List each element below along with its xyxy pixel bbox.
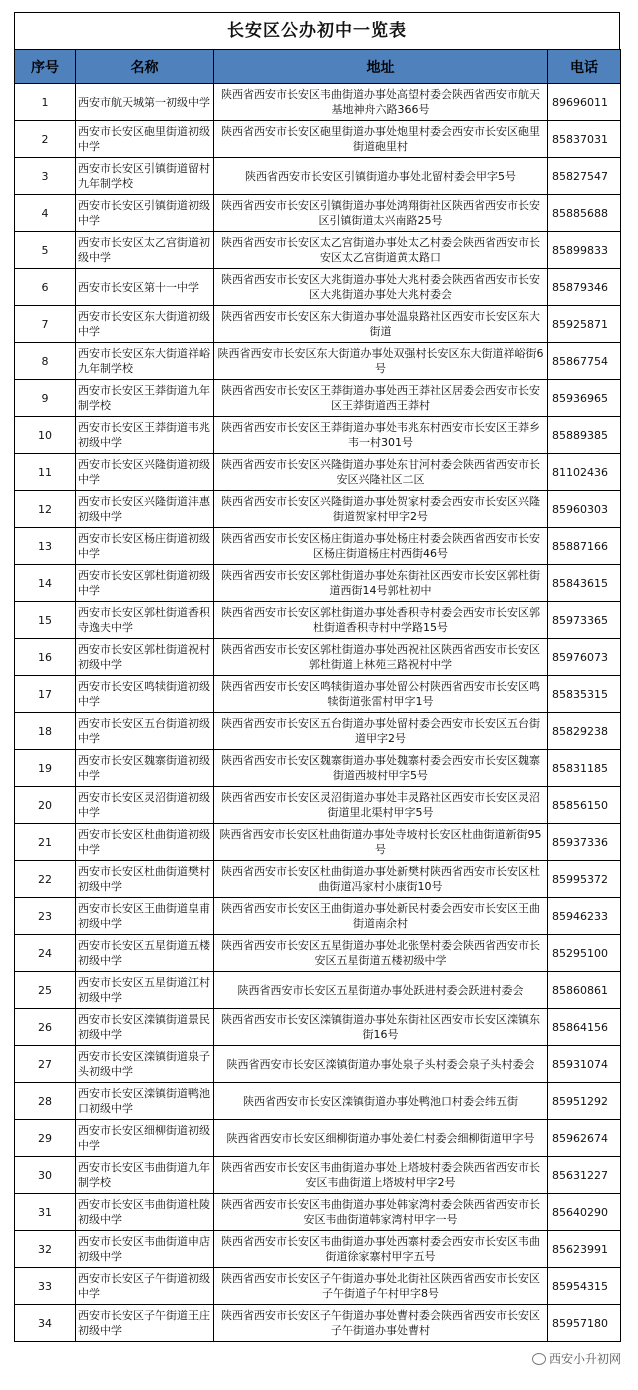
school-phone: 85936965 xyxy=(548,380,621,417)
school-address: 陕西省西安市长安区滦镇街道办事处鸭池口村委会纬五街 xyxy=(214,1083,548,1120)
table-row xyxy=(15,528,621,565)
school-phone: 89696011 xyxy=(548,84,621,121)
school-name: 西安市长安区灵沼街道初级中学 xyxy=(76,787,214,824)
school-phone: 85879346 xyxy=(548,269,621,306)
school-name: 西安市长安区韦曲街道申店初级中学 xyxy=(76,1231,214,1268)
row-number: 32 xyxy=(15,1231,76,1268)
school-name: 西安市长安区砲里街道初级中学 xyxy=(76,121,214,158)
school-phone: 85623991 xyxy=(548,1231,621,1268)
school-address: 陕西省西安市长安区魏寨街道办事处魏寨村委会西安市长安区魏寨街道西坡村甲字5号 xyxy=(214,750,548,787)
row-number: 22 xyxy=(15,861,76,898)
school-phone: 85837031 xyxy=(548,121,621,158)
row-number: 8 xyxy=(15,343,76,380)
table-row xyxy=(15,824,621,861)
row-number: 9 xyxy=(15,380,76,417)
school-address: 陕西省西安市长安区灵沼街道办事处丰灵路社区西安市长安区灵沼街道里北渠村甲字5号 xyxy=(214,787,548,824)
row-number: 20 xyxy=(15,787,76,824)
school-name: 西安市航天城第一初级中学 xyxy=(76,84,214,121)
school-name: 西安市长安区滦镇街道景民初级中学 xyxy=(76,1009,214,1046)
school-name: 西安市长安区东大街道初级中学 xyxy=(76,306,214,343)
school-phone: 85957180 xyxy=(548,1305,621,1342)
school-name: 西安市长安区王莽街道韦兆初级中学 xyxy=(76,417,214,454)
table-row xyxy=(15,269,621,306)
school-phone: 85973365 xyxy=(548,602,621,639)
school-phone: 85885688 xyxy=(548,195,621,232)
table-row xyxy=(15,121,621,158)
school-name: 西安市长安区杜曲街道初级中学 xyxy=(76,824,214,861)
watermark xyxy=(529,1349,624,1368)
row-number: 15 xyxy=(15,602,76,639)
school-name: 西安市长安区五台街道初级中学 xyxy=(76,713,214,750)
row-number: 5 xyxy=(15,232,76,269)
school-name: 西安市长安区细柳街道初级中学 xyxy=(76,1120,214,1157)
table-row xyxy=(15,158,621,195)
row-number: 33 xyxy=(15,1268,76,1305)
header-name: 名称 xyxy=(76,50,214,84)
school-address: 陕西省西安市长安区韦曲街道办事处上塔坡村委会陕西省西安市长安区韦曲街道上塔坡村甲字2号 xyxy=(214,1157,548,1194)
school-name: 西安市长安区杨庄街道初级中学 xyxy=(76,528,214,565)
school-address: 陕西省西安市长安区五台街道办事处留村委会西安市长安区五台街道甲字2号 xyxy=(214,713,548,750)
table-row xyxy=(15,972,621,1009)
school-phone: 85295100 xyxy=(548,935,621,972)
row-number: 6 xyxy=(15,269,76,306)
school-phone: 85954315 xyxy=(548,1268,621,1305)
school-address: 陕西省西安市长安区五星街道办事处跃进村委会跃进村委会 xyxy=(214,972,548,1009)
school-name: 西安市长安区王曲街道皇甫初级中学 xyxy=(76,898,214,935)
school-phone: 85887166 xyxy=(548,528,621,565)
school-phone: 85860861 xyxy=(548,972,621,1009)
school-address: 陕西省西安市长安区引镇街道办事处鸿翔街社区陕西省西安市长安区引镇街道太兴南路25号 xyxy=(214,195,548,232)
header-phone: 电话 xyxy=(548,50,621,84)
school-address: 陕西省西安市长安区细柳街道办事处姜仁村委会细柳街道甲字号 xyxy=(214,1120,548,1157)
school-address: 陕西省西安市长安区滦镇街道办事处泉子头村委会泉子头村委会 xyxy=(214,1046,548,1083)
school-address: 陕西省西安市长安区韦曲街道办事处韩家湾村委会陕西省西安市长安区韦曲街道韩家湾村甲字一号 xyxy=(214,1194,548,1231)
row-number: 26 xyxy=(15,1009,76,1046)
school-name: 西安市长安区滦镇街道泉子头初级中学 xyxy=(76,1046,214,1083)
school-address: 陕西省西安市长安区子午街道办事处北街社区陕西省西安市长安区子午街道子午村甲字8号 xyxy=(214,1268,548,1305)
school-address: 陕西省西安市长安区兴隆街道办事处东甘河村委会陕西省西安市长安区兴隆社区二区 xyxy=(214,454,548,491)
row-number: 13 xyxy=(15,528,76,565)
table-row xyxy=(15,1268,621,1305)
school-phone: 85889385 xyxy=(548,417,621,454)
school-phone: 85976073 xyxy=(548,639,621,676)
table-row xyxy=(15,935,621,972)
table-row xyxy=(15,84,621,121)
school-name: 西安市长安区五星街道五楼初级中学 xyxy=(76,935,214,972)
school-address: 陕西省西安市长安区太乙宫街道办事处太乙村委会陕西省西安市长安区太乙宫街道黄太路口 xyxy=(214,232,548,269)
table-row xyxy=(15,676,621,713)
table-row xyxy=(15,1083,621,1120)
header-address: 地址 xyxy=(214,50,548,84)
watermark-text: 西安小升初网 xyxy=(548,1352,621,1366)
school-address: 陕西省西安市长安区杨庄街道办事处杨庄村委会陕西省西安市长安区杨庄街道杨庄村西街46号 xyxy=(214,528,548,565)
school-name: 西安市长安区五星街道江村初级中学 xyxy=(76,972,214,1009)
table-row xyxy=(15,565,621,602)
school-address: 陕西省西安市长安区郭杜街道办事处香积寺村委会西安市长安区郭杜街道香积寺村中学路15号 xyxy=(214,602,548,639)
row-number: 12 xyxy=(15,491,76,528)
school-name: 西安市长安区韦曲街道杜陵初级中学 xyxy=(76,1194,214,1231)
row-number: 17 xyxy=(15,676,76,713)
school-address: 陕西省西安市长安区兴隆街道办事处贺家村委会西安市长安区兴隆街道贺家村甲字2号 xyxy=(214,491,548,528)
school-name: 西安市长安区子午街道初级中学 xyxy=(76,1268,214,1305)
table-row xyxy=(15,639,621,676)
table-row xyxy=(15,750,621,787)
table-row xyxy=(15,1120,621,1157)
row-number: 18 xyxy=(15,713,76,750)
school-phone: 85827547 xyxy=(548,158,621,195)
row-number: 24 xyxy=(15,935,76,972)
school-address: 陕西省西安市长安区砲里街道办事处炮里村委会西安市长安区砲里街道砲里村 xyxy=(214,121,548,158)
row-number: 2 xyxy=(15,121,76,158)
school-phone: 85951292 xyxy=(548,1083,621,1120)
row-number: 19 xyxy=(15,750,76,787)
school-address: 陕西省西安市长安区杜曲街道办事处寺坡村长安区杜曲街道新街95号 xyxy=(214,824,548,861)
school-address: 陕西省西安市长安区韦曲街道办事处西寨村委会西安市长安区韦曲街道徐家寨村甲字五号 xyxy=(214,1231,548,1268)
school-name: 西安市长安区子午街道王庄初级中学 xyxy=(76,1305,214,1342)
row-number: 14 xyxy=(15,565,76,602)
school-name: 西安市长安区郭杜街道香积寺逸夫中学 xyxy=(76,602,214,639)
school-address: 陕西省西安市长安区滦镇街道办事处东街社区西安市长安区滦镇东街16号 xyxy=(214,1009,548,1046)
school-address: 陕西省西安市长安区东大街道办事处双强村长安区东大街道祥峪街6号 xyxy=(214,343,548,380)
school-phone: 85856150 xyxy=(548,787,621,824)
row-number: 29 xyxy=(15,1120,76,1157)
school-address: 陕西省西安市长安区王莽街道办事处西王莽社区居委会西安市长安区王莽街道西王莽村 xyxy=(214,380,548,417)
school-phone: 85931074 xyxy=(548,1046,621,1083)
row-number: 1 xyxy=(15,84,76,121)
school-name: 西安市长安区引镇街道初级中学 xyxy=(76,195,214,232)
school-phone: 85631227 xyxy=(548,1157,621,1194)
table-row xyxy=(15,1305,621,1342)
table-row xyxy=(15,1231,621,1268)
row-number: 30 xyxy=(15,1157,76,1194)
table-row xyxy=(15,454,621,491)
school-name: 西安市长安区兴隆街道初级中学 xyxy=(76,454,214,491)
table-row xyxy=(15,306,621,343)
table-title: 长安区公办初中一览表 xyxy=(14,12,620,49)
school-phone: 85640290 xyxy=(548,1194,621,1231)
school-phone: 85962674 xyxy=(548,1120,621,1157)
row-number: 27 xyxy=(15,1046,76,1083)
school-address: 陕西省西安市长安区韦曲街道办事处高望村委会陕西省西安市航天基地神舟六路366号 xyxy=(214,84,548,121)
school-table-sheet xyxy=(14,12,620,1342)
school-name: 西安市长安区魏寨街道初级中学 xyxy=(76,750,214,787)
row-number: 21 xyxy=(15,824,76,861)
school-address: 陕西省西安市长安区五星街道办事处北张堡村委会陕西省西安市长安区五星街道五楼初级中学 xyxy=(214,935,548,972)
row-number: 3 xyxy=(15,158,76,195)
school-phone: 85925871 xyxy=(548,306,621,343)
table-row xyxy=(15,417,621,454)
table-row xyxy=(15,1194,621,1231)
school-name: 西安市长安区东大街道祥峪九年制学校 xyxy=(76,343,214,380)
table-row xyxy=(15,861,621,898)
table-row xyxy=(15,380,621,417)
school-address: 陕西省西安市长安区郭杜街道办事处东街社区西安市长安区郭杜街道西街14号郭杜初中 xyxy=(214,565,548,602)
school-phone: 85864156 xyxy=(548,1009,621,1046)
table-row xyxy=(15,787,621,824)
table-body xyxy=(15,84,621,1342)
table-row xyxy=(15,491,621,528)
row-number: 11 xyxy=(15,454,76,491)
header-no: 序号 xyxy=(15,50,76,84)
row-number: 28 xyxy=(15,1083,76,1120)
school-name: 西安市长安区第十一中学 xyxy=(76,269,214,306)
row-number: 34 xyxy=(15,1305,76,1342)
school-phone: 85946233 xyxy=(548,898,621,935)
school-name: 西安市长安区韦曲街道九年制学校 xyxy=(76,1157,214,1194)
school-name: 西安市长安区鸣犊街道初级中学 xyxy=(76,676,214,713)
table-row xyxy=(15,1157,621,1194)
school-phone: 85937336 xyxy=(548,824,621,861)
school-name: 西安市长安区王莽街道九年制学校 xyxy=(76,380,214,417)
row-number: 7 xyxy=(15,306,76,343)
header-row xyxy=(15,50,621,84)
school-address: 陕西省西安市长安区鸣犊街道办事处留公村陕西省西安市长安区鸣犊街道张雷村甲字1号 xyxy=(214,676,548,713)
school-name: 西安市长安区郭杜街道祝村初级中学 xyxy=(76,639,214,676)
school-phone: 85960303 xyxy=(548,491,621,528)
table-row xyxy=(15,1046,621,1083)
school-address: 陕西省西安市长安区王莽街道办事处韦兆东村西安市长安区王莽乡韦一村301号 xyxy=(214,417,548,454)
school-address: 陕西省西安市长安区东大街道办事处温泉路社区西安市长安区东大街道 xyxy=(214,306,548,343)
school-phone: 85899833 xyxy=(548,232,621,269)
row-number: 25 xyxy=(15,972,76,1009)
row-number: 23 xyxy=(15,898,76,935)
row-number: 10 xyxy=(15,417,76,454)
school-name: 西安市长安区郭杜街道初级中学 xyxy=(76,565,214,602)
school-phone: 81102436 xyxy=(548,454,621,491)
school-phone: 85835315 xyxy=(548,676,621,713)
school-address: 陕西省西安市长安区郭杜街道办事处西祝社区陕西省西安市长安区郭杜街道上林苑三路祝村中学 xyxy=(214,639,548,676)
school-name: 西安市长安区引镇街道留村九年制学校 xyxy=(76,158,214,195)
row-number: 4 xyxy=(15,195,76,232)
school-phone: 85995372 xyxy=(548,861,621,898)
school-phone: 85831185 xyxy=(548,750,621,787)
table-row xyxy=(15,1009,621,1046)
school-address: 陕西省西安市长安区大兆街道办事处大兆村委会陕西省西安市长安区大兆街道办事处大兆村委会 xyxy=(214,269,548,306)
table-row xyxy=(15,713,621,750)
table-row xyxy=(15,898,621,935)
school-name: 西安市长安区兴隆街道沣惠初级中学 xyxy=(76,491,214,528)
school-phone: 85867754 xyxy=(548,343,621,380)
school-phone: 85829238 xyxy=(548,713,621,750)
school-name: 西安市长安区滦镇街道鸭池口初级中学 xyxy=(76,1083,214,1120)
row-number: 31 xyxy=(15,1194,76,1231)
school-name: 西安市长安区太乙宫街道初级中学 xyxy=(76,232,214,269)
school-address: 陕西省西安市长安区子午街道办事处曹村委会陕西省西安市长安区子午街道办事处曹村 xyxy=(214,1305,548,1342)
school-address: 陕西省西安市长安区王曲街道办事处新民村委会西安市长安区王曲街道南余村 xyxy=(214,898,548,935)
school-table xyxy=(14,49,621,1342)
school-name: 西安市长安区杜曲街道樊村初级中学 xyxy=(76,861,214,898)
row-number: 16 xyxy=(15,639,76,676)
school-phone: 85843615 xyxy=(548,565,621,602)
school-address: 陕西省西安市长安区引镇街道办事处北留村委会甲字5号 xyxy=(214,158,548,195)
table-row xyxy=(15,195,621,232)
table-row xyxy=(15,602,621,639)
table-row xyxy=(15,232,621,269)
wechat-logo-icon xyxy=(532,1353,546,1365)
school-address: 陕西省西安市长安区杜曲街道办事处新樊村陕西省西安市长安区杜曲街道冯家村小康街10号 xyxy=(214,861,548,898)
table-row xyxy=(15,343,621,380)
